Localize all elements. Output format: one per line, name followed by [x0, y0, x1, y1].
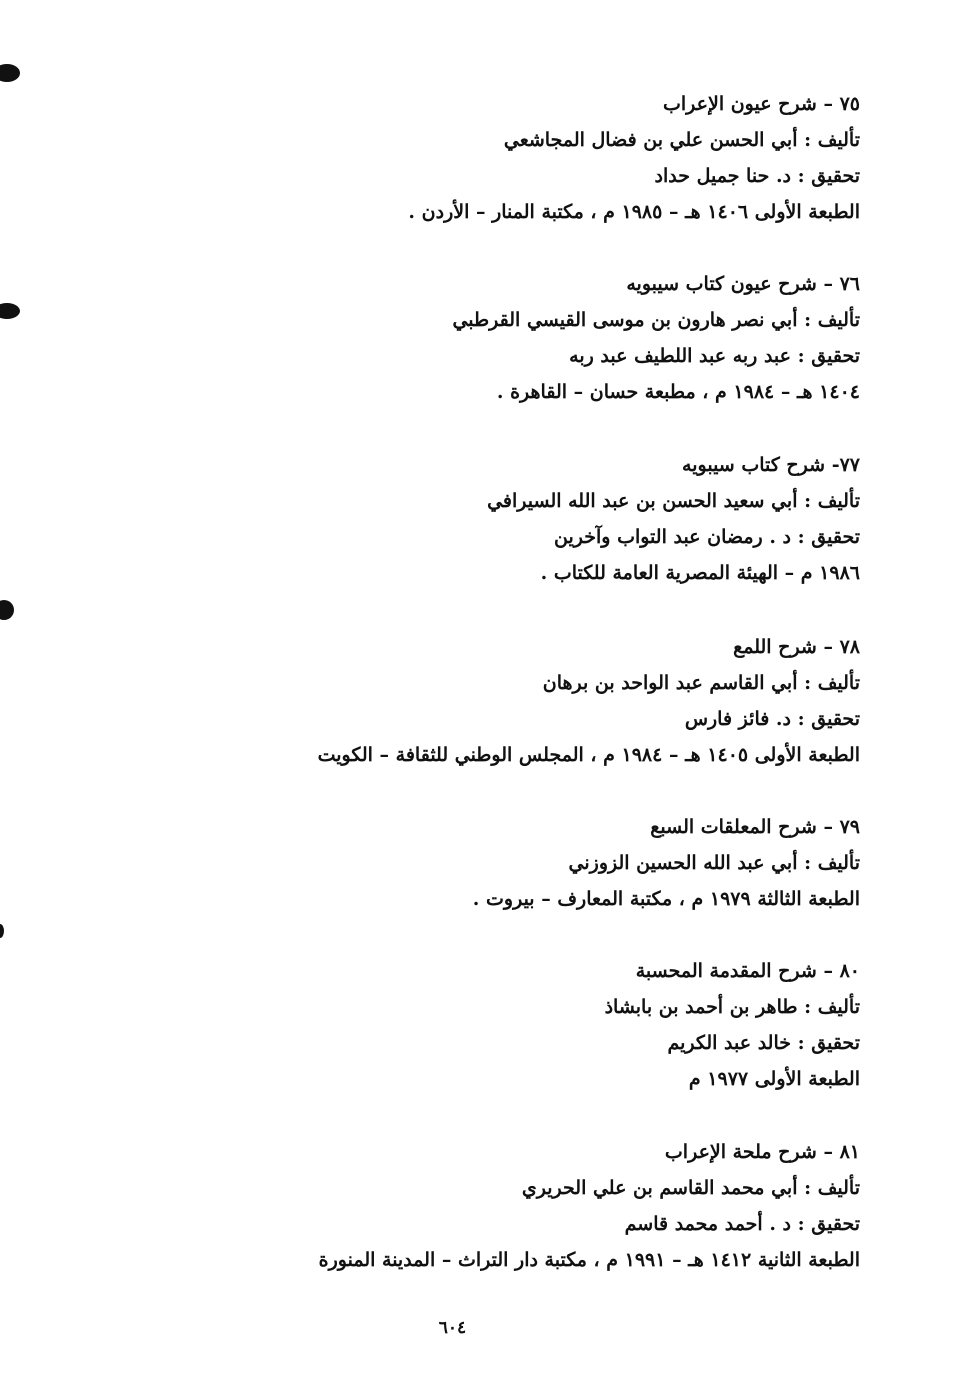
entry-editor: تحقيق : خالد عبد الكريم [667, 1032, 860, 1054]
binding-hole-mark [0, 64, 20, 82]
entry-edition: ١٤٠٤ هـ – ١٩٨٤ م ، مطبعة حسان – القاهرة . [496, 381, 860, 403]
bibliography-entry [220, 809, 860, 917]
entry-author: تأليف : طاهر بن أحمد بن بابشاذ [604, 996, 860, 1018]
page-number: ٦٠٤ [438, 1318, 467, 1338]
entry-title: ٧٧- شرح كتاب سيبويه [682, 454, 860, 476]
entry-author: تأليف : أبي محمد القاسم بن علي الحريري [521, 1177, 860, 1199]
entry-editor: تحقيق : عبد ربه عبد اللطيف عبد ربه [569, 345, 860, 367]
entry-author: تأليف : أبي القاسم عبد الواحد بن برهان [542, 672, 860, 694]
bibliography-entry [220, 266, 860, 410]
entry-edition: الطبعة الأولى ١٤٠٦ هـ – ١٩٨٥ م ، مكتبة المنار – الأردن . [408, 201, 860, 223]
bibliography-entry [160, 629, 860, 773]
entry-editor: تحقيق : د . رمضان عبد التواب وآخرين [554, 526, 860, 548]
entry-edition: الطبعة الأولى ١٩٧٧ م [688, 1068, 860, 1090]
entry-author: تأليف : أبي عبد الله الحسين الزوزني [568, 852, 860, 874]
entry-title: ٧٦ – شرح عيون كتاب سيبويه [626, 273, 860, 295]
bibliography-entry [220, 86, 860, 230]
entry-author: تأليف : أبي نصر هارون بن موسى القيسي القرطبي [452, 309, 860, 331]
entry-title: ٧٩ – شرح المعلقات السبع [650, 816, 860, 838]
binding-hole-mark [0, 600, 14, 620]
entry-edition: الطبعة الأولى ١٤٠٥ هـ – ١٩٨٤ م ، المجلس الوطني للثقافة – الكويت [317, 744, 860, 766]
entry-edition: الطبعة الثانية ١٤١٢ هـ – ١٩٩١ م ، مكتبة دار التراث – المدينة المنورة [318, 1249, 860, 1271]
entry-author: تأليف : أبي الحسن علي بن فضال المجاشعي [503, 129, 860, 151]
entry-author: تأليف : أبي سعيد الحسن بن عبد الله السيرافي [487, 490, 860, 512]
entry-title: ٨١ – شرح ملحة الإعراب [664, 1141, 860, 1163]
entry-edition: الطبعة الثالثة ١٩٧٩ م ، مكتبة المعارف – بيروت . [472, 888, 860, 910]
bibliography-entry [220, 447, 860, 591]
entry-edition: ١٩٨٦ م – الهيئة المصرية العامة للكتاب . [540, 562, 860, 584]
entry-editor: تحقيق : د. فائز فارس [684, 708, 860, 730]
entry-title: ٨٠ – شرح المقدمة المحسبة [635, 960, 860, 982]
entry-editor: تحقيق : د. حنا جميل حداد [654, 165, 860, 187]
entry-title: ٧٥ – شرح عيون الإعراب [663, 93, 860, 115]
entry-title: ٧٨ – شرح اللمع [733, 636, 860, 658]
binding-hole-mark [0, 924, 4, 938]
bibliography-entry [160, 1134, 860, 1278]
binding-hole-mark [0, 303, 20, 319]
entry-editor: تحقيق : د . أحمد محمد قاسم [624, 1213, 860, 1235]
bibliography-entry [220, 953, 860, 1097]
